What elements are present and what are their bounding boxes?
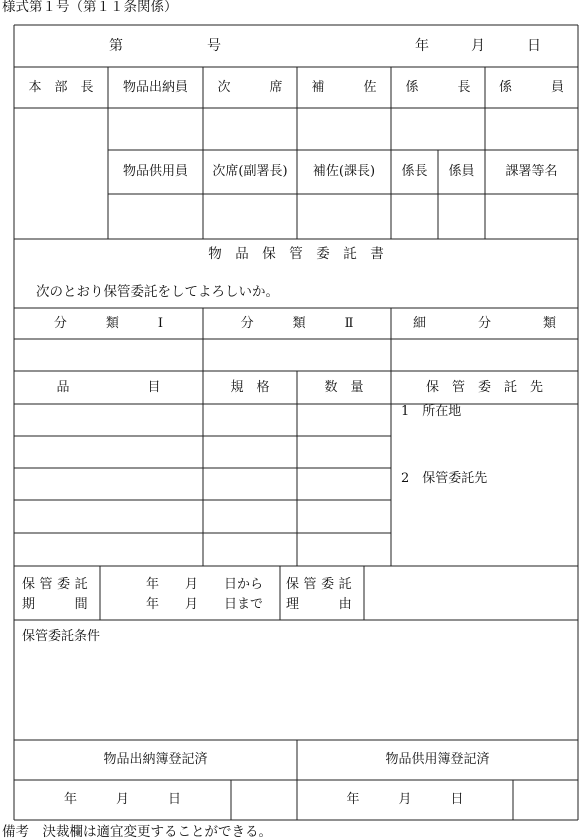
depositary-name-field[interactable] [392,488,577,564]
stamp-box-staff-2[interactable] [438,194,485,239]
item-header: 品 目 [56,379,161,395]
period-from[interactable]: 年 月 日から [146,577,264,592]
issue-ledger-stamp-box[interactable] [231,780,297,820]
approval-head-department: 課署等名 [505,164,558,180]
approval-head-section-chief: 補佐(課長) [312,164,376,180]
quantity-field[interactable] [297,500,391,533]
issue-ledger-label: 物品出納簿登記済 [103,752,208,768]
reason-label-line2: 理 由 [286,597,357,612]
depositary-name-label: 2 保管委託先 [401,471,488,486]
classification-2-header: 分 類 Ⅱ [240,315,354,331]
use-ledger-label: 物品供用簿登記済 [385,752,490,768]
subclassification-field[interactable] [391,339,578,371]
stamp-box-chief-2[interactable] [391,194,438,239]
quantity-field[interactable] [297,533,391,566]
footnote: 備考 決裁欄は適宜変更することができる。 [2,824,272,840]
spec-header: 規 格 [230,379,270,395]
classification-1-header: 分 類 Ⅰ [53,315,164,331]
quantity-field[interactable] [297,404,391,436]
use-ledger-stamp-box[interactable] [513,780,578,820]
subclassification-header: 細 分 類 [412,315,556,331]
item-field[interactable] [14,533,203,566]
item-field[interactable] [14,468,203,500]
approval-head-chief: 係 長 [405,79,471,95]
document-date-label: 年 月 日 [415,37,541,54]
approval-head-staff-2: 係員 [448,164,475,180]
document-number-label: 第 号 [109,37,221,54]
period-label-line1: 保管委託 [22,577,93,592]
reason-field[interactable] [365,567,577,619]
classification-2-field[interactable] [203,339,391,371]
approval-head-user: 物品供用員 [122,164,188,180]
item-field[interactable] [14,404,203,436]
item-field[interactable] [14,436,203,468]
approval-head-honbucho: 本 部 長 [28,79,94,95]
spec-field[interactable] [203,500,297,533]
period-to[interactable]: 年 月 日まで [146,597,264,612]
approval-head-chief-2: 係長 [401,164,428,180]
stamp-box-staff[interactable] [485,108,578,150]
approval-head-assistant: 補 佐 [311,79,377,95]
approval-head-vice-chief: 次席(副署長) [212,164,288,180]
approval-head-staff: 係 員 [498,79,564,95]
reason-label-line1: 保管委託 [286,577,357,592]
stamp-box-chief[interactable] [391,108,485,150]
stamp-box-issuer[interactable] [108,108,203,150]
stamp-box-department[interactable] [485,194,578,239]
issue-ledger-date[interactable]: 年 月 日 [63,792,181,808]
period-label-line2: 期 間 [22,597,93,612]
conditions-field[interactable] [15,648,577,739]
stamp-box-assistant[interactable] [297,108,391,150]
stamp-box-honbucho[interactable] [14,108,108,239]
spec-field[interactable] [203,533,297,566]
approval-head-deputy: 次 席 [217,79,283,95]
quantity-header: 数 量 [324,379,364,395]
spec-field[interactable] [203,404,297,436]
spec-field[interactable] [203,468,297,500]
intro-text: 次のとおり保管委託をしてよろしいか。 [36,284,279,300]
stamp-box-section-chief[interactable] [297,194,391,239]
classification-1-field[interactable] [14,339,203,371]
depositary-header: 保 管 委 託 先 [425,379,543,395]
quantity-field[interactable] [297,436,391,468]
spec-field[interactable] [203,436,297,468]
depositary-location-label: 1 所在地 [401,404,462,419]
item-field[interactable] [14,500,203,533]
stamp-box-user[interactable] [108,194,203,239]
stamp-box-vice-chief[interactable] [203,194,297,239]
conditions-label: 保管委託条件 [22,629,101,644]
use-ledger-date[interactable]: 年 月 日 [346,792,464,808]
document-title: 物 品 保 管 委 託 書 [208,245,384,262]
approval-head-issuer: 物品出納員 [122,79,188,95]
quantity-field[interactable] [297,468,391,500]
stamp-box-deputy[interactable] [203,108,297,150]
form-label: 様式第１号（第１１条関係） [2,0,178,15]
depositary-location-field[interactable] [392,420,577,465]
